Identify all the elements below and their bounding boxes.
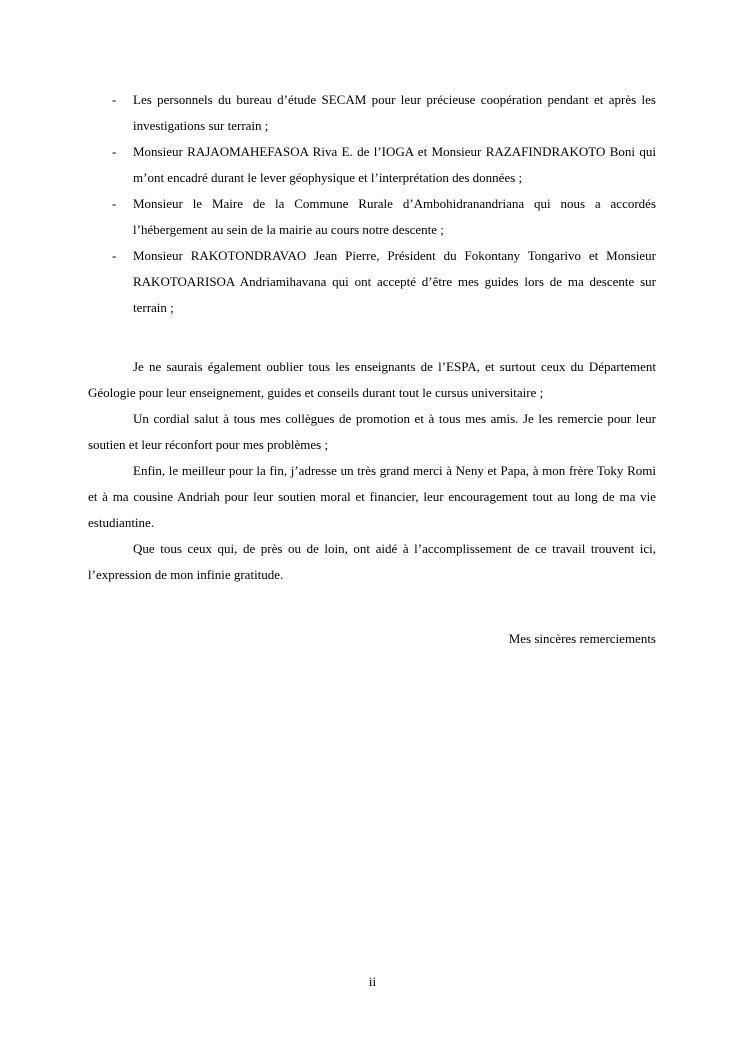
list-item-text: Monsieur RAJAOMAHEFASOA Riva E. de l’IOGA et Monsieur RAZAFINDRAKOTO Boni qui m’ont encadré durant le lever géophysique et l’interprétation des données ; <box>133 144 656 185</box>
list-item <box>88 191 656 243</box>
list-item-text: Monsieur le Maire de la Commune Rurale d’Ambohidranandriana qui nous a accordés l’hébergement au sein de la mairie au cours notre descente ; <box>133 196 656 237</box>
closing-line: Mes sincères remerciements <box>508 631 656 646</box>
list-item <box>88 139 656 191</box>
body-paragraphs <box>88 354 656 588</box>
list-bullet: - <box>112 196 117 211</box>
page-number: ii <box>368 974 377 989</box>
paragraph-gratitude: Que tous ceux qui, de près ou de loin, ont aidé à l’accomplissement de ce travail trouvent ici, l’expression de mon infinie gratitude. <box>88 541 656 582</box>
list-bullet: - <box>112 92 117 107</box>
list-item <box>88 243 656 321</box>
paragraph-family: Enfin, le meilleur pour la fin, j’adresse un très grand merci à Neny et Papa, à mon frère Toky Romi et à ma cousine Andriah pour leur soutien moral et financier, leur encouragement tout au long de ma vie estudiantine. <box>88 463 656 530</box>
list-bullet: - <box>112 144 117 159</box>
list-item-text: Les personnels du bureau d’étude SECAM pour leur précieuse coopération pendant et après les investigations sur terrain ; <box>133 92 656 133</box>
list-item <box>88 87 656 139</box>
paragraph-teachers: Je ne saurais également oublier tous les enseignants de l’ESPA, et surtout ceux du Département Géologie pour leur enseignement, guides et conseils durant tout le cursus universitaire ; <box>88 359 656 400</box>
list-item-text: Monsieur RAKOTONDRAVAO Jean Pierre, Président du Fokontany Tongarivo et Monsieur RAKOTOARISOA Andriamihavana qui ont accepté d’être mes guides lors de ma descente sur terrain ; <box>133 248 656 315</box>
paragraph-colleagues: Un cordial salut à tous mes collègues de promotion et à tous mes amis. Je les remercie pour leur soutien et leur réconfort pour mes problèmes ; <box>88 411 656 452</box>
acknowledgement-list <box>88 87 656 321</box>
list-bullet: - <box>112 248 117 263</box>
